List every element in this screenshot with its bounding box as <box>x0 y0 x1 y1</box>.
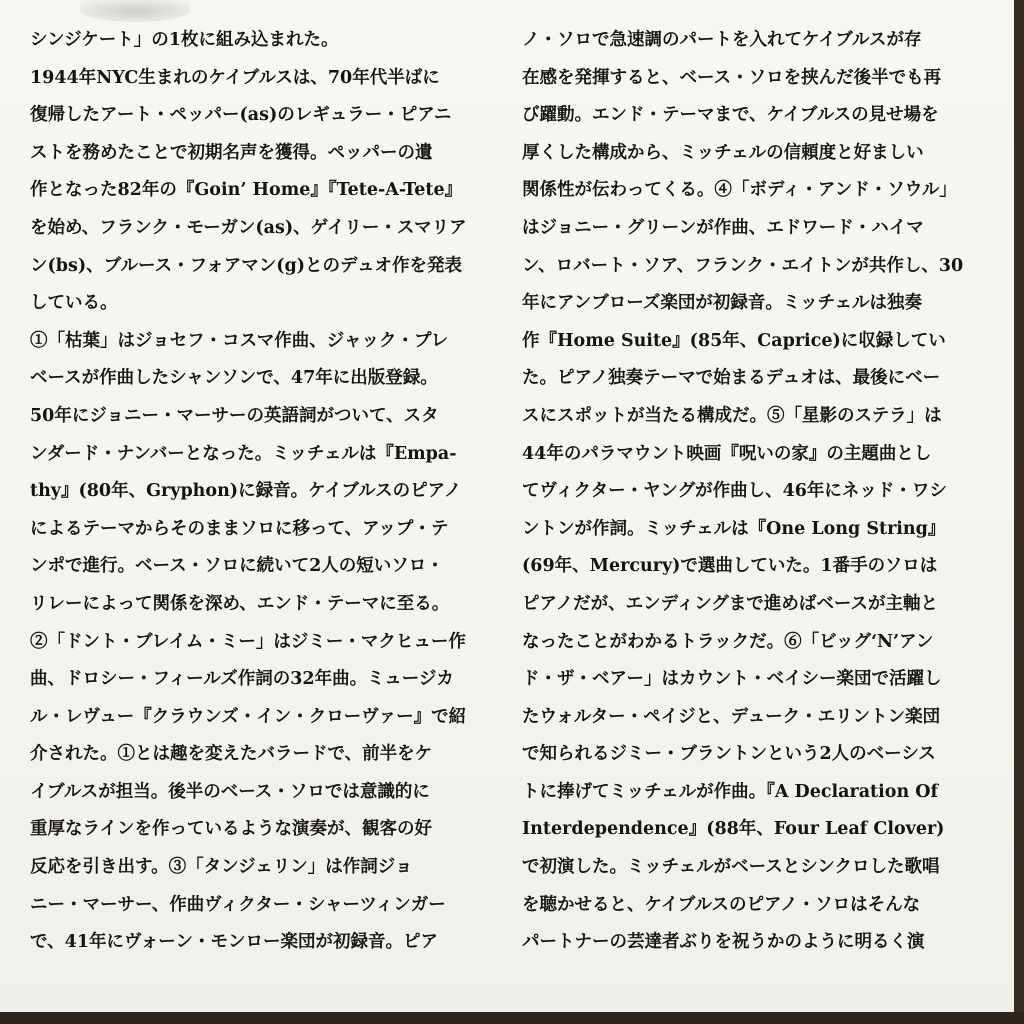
text-line: している。 <box>30 293 118 314</box>
text-line: ントンが作詞。ミッチェルは『One Long String』 <box>522 518 946 539</box>
text-line: ル・レヴュー『クラウンズ・イン・クローヴァー』で紹 <box>30 706 467 727</box>
text-line: ンダード・ナンバーとなった。ミッチェルは『Empa- <box>30 443 457 464</box>
text-line: ストを務めたことで初期名声を獲得。ペッパーの遺 <box>30 142 433 163</box>
left-text-column <box>30 22 480 962</box>
text-line: リレーによって関係を深め、エンド・テーマに至る。 <box>30 593 450 614</box>
text-line: たウォルター・ペイジと、デューク・エリントン楽団 <box>522 706 941 727</box>
text-line: トに捧げてミッチェルが作曲。『A Declaration Of <box>522 781 939 802</box>
text-line: で知られるジミー・ブラントンという2人のベーシス <box>522 744 936 765</box>
text-line: 50年にジョニー・マーサーの英語詞がついて、スタ <box>30 405 439 426</box>
text-line: イブルスが担当。後半のベース・ソロでは意識的に <box>30 781 430 802</box>
right-text-column <box>522 22 982 962</box>
text-line: 反応を引き出す。③「タンジェリン」は作詞ジョ <box>30 857 413 878</box>
text-line: 重厚なラインを作っているような演奏が、観客の好 <box>30 819 432 840</box>
text-line: ノ・ソロで急速調のパートを入れてケイブルスが存 <box>522 30 922 50</box>
text-line: スにスポットが当たる構成だ。⑤「星影のステラ」は <box>522 405 942 426</box>
text-line: ニー・マーサー、作曲ヴィクター・シャーツィンガー <box>30 894 446 915</box>
text-line: 厚くした構成から、ミッチェルの信頼度と好ましい <box>522 142 924 163</box>
text-line: た。ピアノ独奏テーマで始まるデュオは、最後にベー <box>522 368 941 389</box>
text-line: 作『Home Suite』(85年、Caprice)に収録してい <box>522 330 946 351</box>
text-line: thy』(80年、Gryphon)に録音。ケイブルスのピアノ <box>30 481 462 502</box>
photo-shadow <box>80 0 190 22</box>
text-line: 復帰したアート・ペッパー(as)のレギュラー・ピアニ <box>30 105 452 126</box>
text-line: ン(bs)、ブルース・フォアマン(g)とのデュオ作を発表 <box>30 255 462 276</box>
text-line: 1944年NYC生まれのケイブルスは、70年代半ばに <box>30 67 440 88</box>
text-line: 44年のパラマウント映画『呪いの家』の主題曲とし <box>522 443 932 464</box>
text-line: パートナーの芸達者ぶりを祝うかのように明るく演 <box>522 932 925 953</box>
page-edge-bottom <box>0 1012 1024 1024</box>
text-line: てヴィクター・ヤングが作曲し、46年にネッド・ワシ <box>522 481 947 502</box>
text-line: ①「枯葉」はジョセフ・コスマ作曲、ジャック・プレ <box>30 330 449 351</box>
text-line: はジョニー・グリーンが作曲、エドワード・ハイマ <box>522 217 924 238</box>
text-line: ンポで進行。ベース・ソロに続いて2人の短いソロ・ <box>30 556 444 577</box>
text-line: 作となった82年の『Goin’ Home』『Tete-A-Tete』 <box>30 180 463 201</box>
text-line: ピアノだが、エンディングまで進めばベースが主軸と <box>522 593 938 614</box>
text-line: 介された。①とは趣を変えたバラードで、前半をケ <box>30 744 433 765</box>
text-line: 年にアンブローズ楽団が初録音。ミッチェルは独奏 <box>522 293 923 314</box>
text-line: を聴かせると、ケイブルスのピアノ・ソロはそんな <box>522 894 921 915</box>
text-line: 在感を発揮すると、ベース・ソロを挟んだ後半でも再 <box>522 67 942 88</box>
text-line: ン、ロバート・ソア、フランク・エイトンが共作し、30 <box>522 255 964 276</box>
text-line: で、41年にヴォーン・モンロー楽団が初録音。ピア <box>30 932 438 953</box>
text-line: (69年、Mercury)で選曲していた。1番手のソロは <box>522 556 938 577</box>
text-line: 曲、ドロシー・フィールズ作詞の32年曲。ミュージカ <box>30 669 454 690</box>
text-line: なったことがわかるトラックだ。⑥「ビッグ‘N’アン <box>522 631 934 652</box>
text-line: ド・ザ・ベアー」はカウント・ベイシー楽団で活躍し <box>522 669 942 690</box>
text-line: を始め、フランク・モーガン(as)、ゲイリー・スマリア <box>30 217 467 238</box>
text-line: シンジケート」の1枚に組み込まれた。 <box>30 30 339 50</box>
text-line: ベースが作曲したシャンソンで、47年に出版登録。 <box>30 368 438 389</box>
text-line: 関係性が伝わってくる。④「ボディ・アンド・ソウル」 <box>522 180 957 201</box>
text-line: によるテーマからそのままソロに移って、アップ・テ <box>30 518 449 539</box>
page-edge-right <box>1014 0 1024 1024</box>
text-line: Interdependence』(88年、Four Leaf Clover) <box>522 819 945 840</box>
text-line: び躍動。エンド・テーマまで、ケイブルスの見せ場を <box>522 105 939 126</box>
text-line: ②「ドント・ブレイム・ミー」はジミー・マクヒュー作 <box>30 631 466 652</box>
text-line: で初演した。ミッチェルがベースとシンクロした歌唱 <box>522 857 940 878</box>
